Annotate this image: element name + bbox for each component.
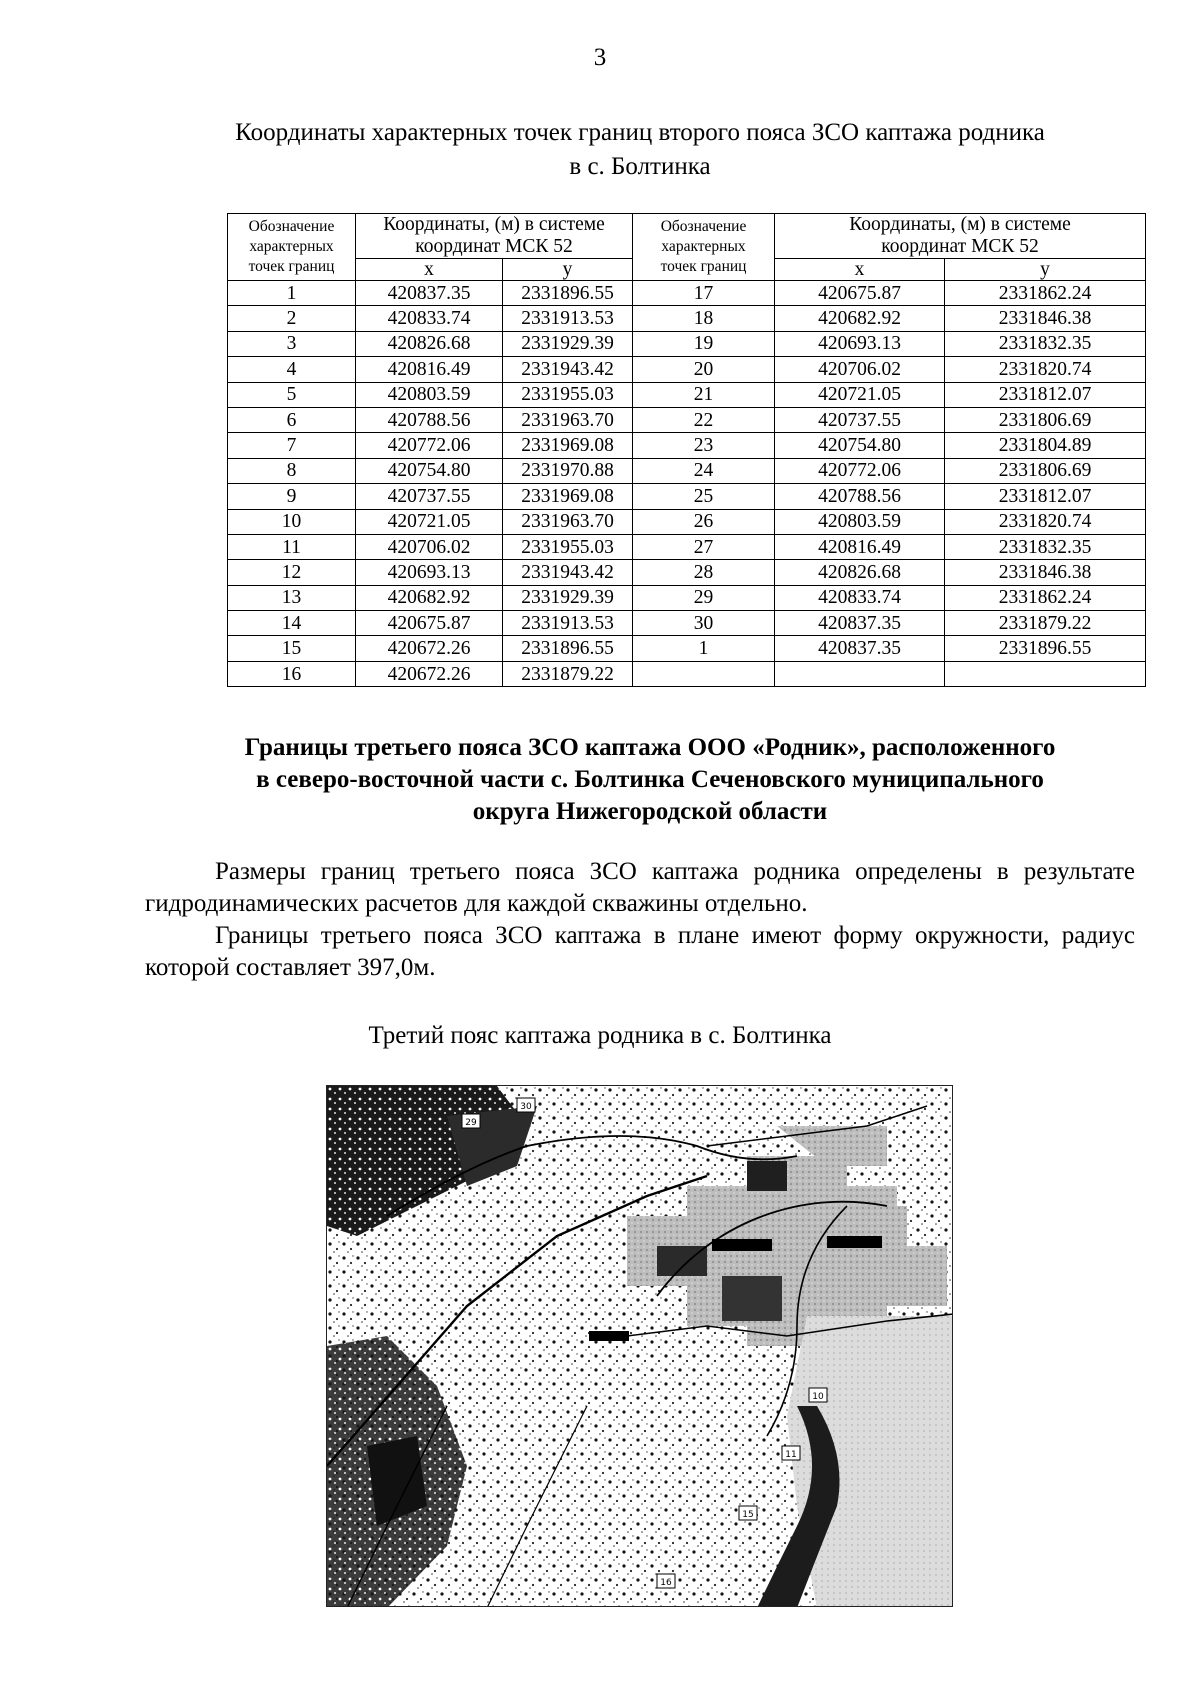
x-coordinate-cell: 420837.35 (775, 636, 945, 661)
point-number-cell: 30 (633, 611, 775, 636)
figure-caption: Третий пояс каптажа родника в с. Болтинка (368, 1022, 832, 1049)
table-row (228, 407, 1146, 432)
header-coordinates: Координаты, (м) в системе координат МСК 52 (356, 214, 633, 259)
point-number-cell: 20 (633, 357, 775, 382)
point-number-cell: 21 (633, 382, 775, 407)
svg-text:16: 16 (660, 1578, 672, 1588)
table-row (228, 306, 1146, 331)
x-coordinate-cell: 420837.35 (775, 611, 945, 636)
point-number-cell: 14 (228, 611, 356, 636)
y-coordinate-cell: 2331969.08 (503, 433, 633, 458)
x-coordinate-cell: 420682.92 (775, 306, 945, 331)
point-number-cell: 29 (633, 585, 775, 610)
y-coordinate-cell: 2331896.55 (503, 636, 633, 661)
table-row (228, 382, 1146, 407)
x-coordinate-cell: 420837.35 (356, 281, 503, 306)
y-coordinate-cell (945, 661, 1146, 686)
x-coordinate-cell: 420737.55 (356, 484, 503, 509)
svg-text:11: 11 (785, 1450, 797, 1460)
x-coordinate-cell: 420772.06 (775, 458, 945, 483)
table-row (228, 484, 1146, 509)
table-row (228, 560, 1146, 585)
y-coordinate-cell: 2331929.39 (503, 331, 633, 356)
y-coordinate-cell: 2331955.03 (503, 534, 633, 559)
y-coordinate-cell: 2331832.35 (945, 331, 1146, 356)
x-coordinate-cell: 420737.55 (775, 407, 945, 432)
paragraph-dimensions: Размеры границ третьего пояса ЗСО каптажа родника определены в результате гидродинамических расчетов для каждой скважины отдельно. (145, 858, 1135, 917)
y-coordinate-cell: 2331820.74 (945, 509, 1146, 534)
point-number-cell: 7 (228, 433, 356, 458)
point-number-cell: 11 (228, 534, 356, 559)
map-drawing (327, 1086, 953, 1607)
x-coordinate-cell: 420682.92 (356, 585, 503, 610)
table-title-line-2: в с. Болтинка (569, 153, 711, 180)
point-number-cell: 6 (228, 407, 356, 432)
table-title (130, 116, 1150, 184)
y-coordinate-cell: 2331929.39 (503, 585, 633, 610)
svg-text:30: 30 (520, 1102, 532, 1112)
svg-text:29: 29 (465, 1118, 477, 1128)
point-number-cell: 13 (228, 585, 356, 610)
y-coordinate-cell: 2331913.53 (503, 611, 633, 636)
point-number-cell: 26 (633, 509, 775, 534)
point-number-cell: 23 (633, 433, 775, 458)
y-coordinate-cell: 2331806.69 (945, 407, 1146, 432)
map-marker-29 (462, 1114, 480, 1128)
y-coordinate-cell: 2331804.89 (945, 433, 1146, 458)
table-row (228, 433, 1146, 458)
y-coordinate-cell: 2331862.24 (945, 281, 1146, 306)
header-axis-x: x (356, 259, 503, 281)
y-coordinate-cell: 2331862.24 (945, 585, 1146, 610)
x-coordinate-cell: 420706.02 (775, 357, 945, 382)
point-number-cell: 19 (633, 331, 775, 356)
map-marker-16 (657, 1574, 675, 1588)
x-coordinate-cell: 420772.06 (356, 433, 503, 458)
y-coordinate-cell: 2331943.42 (503, 357, 633, 382)
x-coordinate-cell: 420788.56 (775, 484, 945, 509)
header-axis-y: y (503, 259, 633, 281)
table-row (228, 636, 1146, 661)
y-coordinate-cell: 2331896.55 (945, 636, 1146, 661)
point-number-cell: 5 (228, 382, 356, 407)
y-coordinate-cell: 2331806.69 (945, 458, 1146, 483)
body-text (145, 856, 1135, 984)
x-coordinate-cell: 420826.68 (775, 560, 945, 585)
section-heading-line-3: округа Нижегородской области (472, 798, 828, 825)
point-number-cell: 16 (228, 661, 356, 686)
x-coordinate-cell: 420721.05 (775, 382, 945, 407)
header-point-designation-right: Обозначение характерных точек границ (633, 214, 775, 281)
x-coordinate-cell: 420803.59 (775, 509, 945, 534)
point-number-cell: 9 (228, 484, 356, 509)
svg-text:10: 10 (812, 1392, 824, 1402)
x-coordinate-cell: 420833.74 (775, 585, 945, 610)
y-coordinate-cell: 2331812.07 (945, 382, 1146, 407)
table-row (228, 357, 1146, 382)
y-coordinate-cell: 2331846.38 (945, 560, 1146, 585)
table-row (228, 281, 1146, 306)
header-point-designation: Обозначение характерных точек границ (228, 214, 356, 281)
x-coordinate-cell: 420672.26 (356, 661, 503, 686)
x-coordinate-cell: 420754.80 (356, 458, 503, 483)
x-coordinate-cell: 420803.59 (356, 382, 503, 407)
x-coordinate-cell: 420816.49 (356, 357, 503, 382)
x-coordinate-cell: 420721.05 (356, 509, 503, 534)
point-number-cell: 25 (633, 484, 775, 509)
table-row (228, 611, 1146, 636)
point-number-cell: 8 (228, 458, 356, 483)
point-number-cell: 4 (228, 357, 356, 382)
x-coordinate-cell (775, 661, 945, 686)
table-row (228, 458, 1146, 483)
point-number-cell: 1 (228, 281, 356, 306)
map-marker-30 (517, 1098, 535, 1112)
point-number-cell: 10 (228, 509, 356, 534)
section-heading (170, 732, 1130, 828)
y-coordinate-cell: 2331846.38 (945, 306, 1146, 331)
paragraph-circle-radius: Границы третьего пояса ЗСО каптажа в плане имеют форму окружности, радиус которой составляет 397,0м. (145, 922, 1135, 981)
section-heading-line-2: в северо-восточной части с. Болтинка Сеченовского муниципального (256, 766, 1044, 793)
section-heading-line-1: Границы третьего пояса ЗСО каптажа ООО «Родник», расположенного (244, 734, 1056, 761)
point-number-cell: 3 (228, 331, 356, 356)
y-coordinate-cell: 2331963.70 (503, 407, 633, 432)
y-coordinate-cell: 2331812.07 (945, 484, 1146, 509)
x-coordinate-cell: 420826.68 (356, 331, 503, 356)
x-coordinate-cell: 420693.13 (775, 331, 945, 356)
y-coordinate-cell: 2331943.42 (503, 560, 633, 585)
y-coordinate-cell: 2331913.53 (503, 306, 633, 331)
x-coordinate-cell: 420754.80 (775, 433, 945, 458)
point-number-cell: 22 (633, 407, 775, 432)
table-row (228, 585, 1146, 610)
point-number-cell: 27 (633, 534, 775, 559)
x-coordinate-cell: 420672.26 (356, 636, 503, 661)
header-coordinates-right: Координаты, (м) в системе координат МСК 52 (775, 214, 1146, 259)
y-coordinate-cell: 2331820.74 (945, 357, 1146, 382)
y-coordinate-cell: 2331963.70 (503, 509, 633, 534)
y-coordinate-cell: 2331896.55 (503, 281, 633, 306)
point-number-cell: 18 (633, 306, 775, 331)
y-coordinate-cell: 2331969.08 (503, 484, 633, 509)
table-row (228, 534, 1146, 559)
x-coordinate-cell: 420675.87 (356, 611, 503, 636)
coordinates-table (227, 213, 1146, 687)
x-coordinate-cell: 420833.74 (356, 306, 503, 331)
x-coordinate-cell: 420675.87 (775, 281, 945, 306)
y-coordinate-cell: 2331970.88 (503, 458, 633, 483)
point-number-cell: 12 (228, 560, 356, 585)
point-number-cell: 1 (633, 636, 775, 661)
point-number-cell: 2 (228, 306, 356, 331)
table-title-line-1: Координаты характерных точек границ второго пояса ЗСО каптажа родника (235, 119, 1045, 146)
point-number-cell: 28 (633, 560, 775, 585)
y-coordinate-cell: 2331879.22 (945, 611, 1146, 636)
table-row (228, 509, 1146, 534)
svg-text:15: 15 (742, 1510, 754, 1520)
header-axis-x-right: x (775, 259, 945, 281)
x-coordinate-cell: 420706.02 (356, 534, 503, 559)
table-row (228, 661, 1146, 686)
map-marker-10 (809, 1388, 827, 1402)
y-coordinate-cell: 2331955.03 (503, 382, 633, 407)
x-coordinate-cell: 420788.56 (356, 407, 503, 432)
y-coordinate-cell: 2331879.22 (503, 661, 633, 686)
x-coordinate-cell: 420816.49 (775, 534, 945, 559)
x-coordinate-cell: 420693.13 (356, 560, 503, 585)
map-marker-11 (782, 1446, 800, 1460)
point-number-cell: 17 (633, 281, 775, 306)
point-number-cell: 24 (633, 458, 775, 483)
satellite-map-image (326, 1085, 953, 1607)
page-number: 3 (593, 44, 607, 71)
point-number-cell: 15 (228, 636, 356, 661)
header-axis-y-right: y (945, 259, 1146, 281)
table-row (228, 331, 1146, 356)
map-marker-15 (739, 1506, 757, 1520)
y-coordinate-cell: 2331832.35 (945, 534, 1146, 559)
point-number-cell (633, 661, 775, 686)
